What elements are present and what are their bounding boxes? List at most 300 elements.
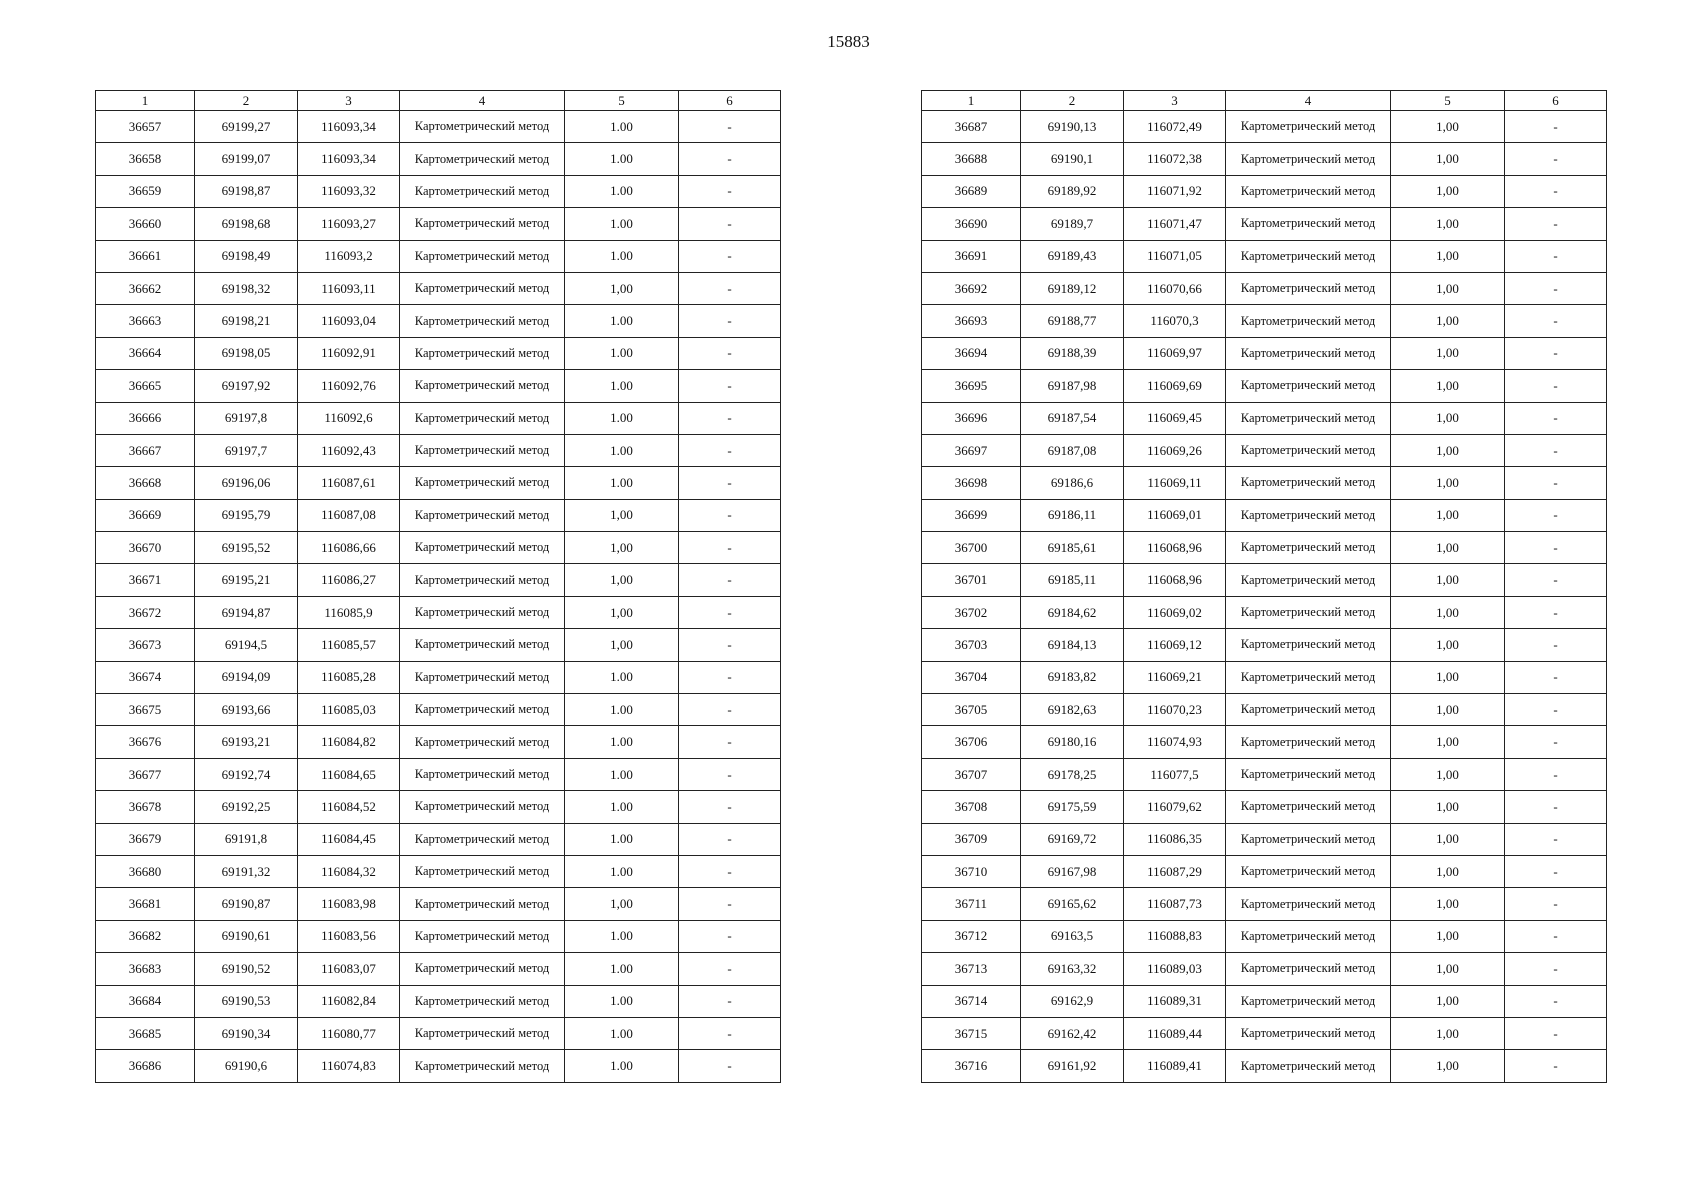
note-cell: - <box>679 272 781 304</box>
point-number-cell: 36657 <box>96 111 195 143</box>
x-coordinate-cell: 69165,62 <box>1021 888 1124 920</box>
note-cell: - <box>679 791 781 823</box>
point-number-cell: 36678 <box>96 791 195 823</box>
method-cell: Картометрический метод <box>1226 661 1391 693</box>
point-number-cell: 36677 <box>96 758 195 790</box>
y-coordinate-cell: 116069,01 <box>1124 499 1226 531</box>
y-coordinate-cell: 116069,26 <box>1124 434 1226 466</box>
accuracy-cell: 1,00 <box>565 499 679 531</box>
accuracy-cell: 1,00 <box>1391 337 1505 369</box>
y-coordinate-cell: 116087,73 <box>1124 888 1226 920</box>
table-row <box>922 175 1607 207</box>
accuracy-cell: 1,00 <box>1391 823 1505 855</box>
note-cell: - <box>1505 596 1607 628</box>
table-row <box>922 855 1607 887</box>
method-cell: Картометрический метод <box>400 823 565 855</box>
point-number-cell: 36695 <box>922 370 1021 402</box>
y-coordinate-cell: 116084,52 <box>298 791 400 823</box>
note-cell: - <box>1505 953 1607 985</box>
y-coordinate-cell: 116074,93 <box>1124 726 1226 758</box>
point-number-cell: 36666 <box>96 402 195 434</box>
accuracy-cell: 1,00 <box>1391 629 1505 661</box>
y-coordinate-cell: 116089,03 <box>1124 953 1226 985</box>
table-row <box>96 596 781 628</box>
method-cell: Картометрический метод <box>400 499 565 531</box>
accuracy-cell: 1,00 <box>565 629 679 661</box>
point-number-cell: 36676 <box>96 726 195 758</box>
point-number-cell: 36707 <box>922 758 1021 790</box>
method-cell: Картометрический метод <box>1226 272 1391 304</box>
accuracy-cell: 1,00 <box>1391 402 1505 434</box>
y-coordinate-cell: 116086,35 <box>1124 823 1226 855</box>
y-coordinate-cell: 116093,11 <box>298 272 400 304</box>
y-coordinate-cell: 116087,29 <box>1124 855 1226 887</box>
point-number-cell: 36664 <box>96 337 195 369</box>
note-cell: - <box>1505 855 1607 887</box>
table-row <box>922 661 1607 693</box>
table-row <box>922 434 1607 466</box>
point-number-cell: 36684 <box>96 985 195 1017</box>
point-number-cell: 36696 <box>922 402 1021 434</box>
table-row <box>922 532 1607 564</box>
header-col-5: 5 <box>1391 91 1505 111</box>
x-coordinate-cell: 69198,32 <box>195 272 298 304</box>
x-coordinate-cell: 69199,27 <box>195 111 298 143</box>
x-coordinate-cell: 69190,61 <box>195 920 298 952</box>
point-number-cell: 36697 <box>922 434 1021 466</box>
point-number-cell: 36689 <box>922 175 1021 207</box>
method-cell: Картометрический метод <box>1226 111 1391 143</box>
method-cell: Картометрический метод <box>400 337 565 369</box>
table-row <box>96 240 781 272</box>
method-cell: Картометрический метод <box>1226 564 1391 596</box>
x-coordinate-cell: 69190,87 <box>195 888 298 920</box>
note-cell: - <box>679 1050 781 1082</box>
point-number-cell: 36671 <box>96 564 195 596</box>
header-col-6: 6 <box>679 91 781 111</box>
y-coordinate-cell: 116069,45 <box>1124 402 1226 434</box>
header-col-4: 4 <box>1226 91 1391 111</box>
method-cell: Картометрический метод <box>400 532 565 564</box>
y-coordinate-cell: 116093,2 <box>298 240 400 272</box>
method-cell: Картометрический метод <box>1226 402 1391 434</box>
accuracy-cell: 1.00 <box>565 791 679 823</box>
accuracy-cell: 1.00 <box>565 337 679 369</box>
method-cell: Картометрический метод <box>400 694 565 726</box>
x-coordinate-cell: 69190,34 <box>195 1017 298 1049</box>
table-row <box>96 143 781 175</box>
x-coordinate-cell: 69178,25 <box>1021 758 1124 790</box>
note-cell: - <box>1505 240 1607 272</box>
note-cell: - <box>679 726 781 758</box>
accuracy-cell: 1.00 <box>565 823 679 855</box>
note-cell: - <box>679 467 781 499</box>
y-coordinate-cell: 116084,45 <box>298 823 400 855</box>
point-number-cell: 36713 <box>922 953 1021 985</box>
note-cell: - <box>679 564 781 596</box>
table-row <box>922 985 1607 1017</box>
y-coordinate-cell: 116086,66 <box>298 532 400 564</box>
x-coordinate-cell: 69194,5 <box>195 629 298 661</box>
note-cell: - <box>1505 532 1607 564</box>
point-number-cell: 36680 <box>96 855 195 887</box>
table-row <box>96 953 781 985</box>
table-row <box>922 953 1607 985</box>
method-cell: Картометрический метод <box>1226 726 1391 758</box>
method-cell: Картометрический метод <box>1226 1017 1391 1049</box>
note-cell: - <box>1505 661 1607 693</box>
table-row <box>96 791 781 823</box>
note-cell: - <box>679 596 781 628</box>
accuracy-cell: 1,00 <box>1391 532 1505 564</box>
table-row <box>96 370 781 402</box>
y-coordinate-cell: 116085,57 <box>298 629 400 661</box>
accuracy-cell: 1.00 <box>565 953 679 985</box>
y-coordinate-cell: 116077,5 <box>1124 758 1226 790</box>
point-number-cell: 36710 <box>922 855 1021 887</box>
note-cell: - <box>679 143 781 175</box>
method-cell: Картометрический метод <box>400 240 565 272</box>
note-cell: - <box>1505 823 1607 855</box>
point-number-cell: 36661 <box>96 240 195 272</box>
note-cell: - <box>1505 305 1607 337</box>
x-coordinate-cell: 69163,32 <box>1021 953 1124 985</box>
x-coordinate-cell: 69197,92 <box>195 370 298 402</box>
accuracy-cell: 1.00 <box>565 1050 679 1082</box>
point-number-cell: 36669 <box>96 499 195 531</box>
x-coordinate-cell: 69175,59 <box>1021 791 1124 823</box>
table-row <box>922 758 1607 790</box>
method-cell: Картометрический метод <box>1226 1050 1391 1082</box>
method-cell: Картометрический метод <box>1226 694 1391 726</box>
point-number-cell: 36690 <box>922 208 1021 240</box>
point-number-cell: 36665 <box>96 370 195 402</box>
accuracy-cell: 1.00 <box>565 208 679 240</box>
note-cell: - <box>1505 758 1607 790</box>
y-coordinate-cell: 116074,83 <box>298 1050 400 1082</box>
x-coordinate-cell: 69185,61 <box>1021 532 1124 564</box>
x-coordinate-cell: 69194,09 <box>195 661 298 693</box>
table-row <box>96 402 781 434</box>
x-coordinate-cell: 69196,06 <box>195 467 298 499</box>
y-coordinate-cell: 116092,6 <box>298 402 400 434</box>
y-coordinate-cell: 116069,21 <box>1124 661 1226 693</box>
method-cell: Картометрический метод <box>1226 208 1391 240</box>
accuracy-cell: 1.00 <box>565 370 679 402</box>
accuracy-cell: 1,00 <box>1391 888 1505 920</box>
note-cell: - <box>679 402 781 434</box>
table-row <box>922 888 1607 920</box>
accuracy-cell: 1,00 <box>1391 499 1505 531</box>
y-coordinate-cell: 116093,34 <box>298 143 400 175</box>
table-row <box>922 726 1607 758</box>
page-number: 15883 <box>827 32 870 51</box>
note-cell: - <box>1505 337 1607 369</box>
method-cell: Картометрический метод <box>1226 240 1391 272</box>
x-coordinate-cell: 69191,8 <box>195 823 298 855</box>
accuracy-cell: 1,00 <box>1391 694 1505 726</box>
table-row <box>96 629 781 661</box>
note-cell: - <box>1505 434 1607 466</box>
point-number-cell: 36699 <box>922 499 1021 531</box>
x-coordinate-cell: 69190,1 <box>1021 143 1124 175</box>
y-coordinate-cell: 116069,11 <box>1124 467 1226 499</box>
point-number-cell: 36659 <box>96 175 195 207</box>
note-cell: - <box>1505 499 1607 531</box>
accuracy-cell: 1.00 <box>565 661 679 693</box>
x-coordinate-cell: 69180,16 <box>1021 726 1124 758</box>
note-cell: - <box>679 823 781 855</box>
note-cell: - <box>679 499 781 531</box>
accuracy-cell: 1,00 <box>1391 111 1505 143</box>
y-coordinate-cell: 116068,96 <box>1124 532 1226 564</box>
method-cell: Картометрический метод <box>400 1017 565 1049</box>
y-coordinate-cell: 116083,98 <box>298 888 400 920</box>
note-cell: - <box>1505 111 1607 143</box>
y-coordinate-cell: 116085,28 <box>298 661 400 693</box>
point-number-cell: 36704 <box>922 661 1021 693</box>
x-coordinate-cell: 69187,98 <box>1021 370 1124 402</box>
note-cell: - <box>1505 402 1607 434</box>
x-coordinate-cell: 69199,07 <box>195 143 298 175</box>
x-coordinate-cell: 69190,52 <box>195 953 298 985</box>
accuracy-cell: 1.00 <box>565 726 679 758</box>
y-coordinate-cell: 116092,76 <box>298 370 400 402</box>
accuracy-cell: 1.00 <box>565 240 679 272</box>
y-coordinate-cell: 116071,47 <box>1124 208 1226 240</box>
point-number-cell: 36715 <box>922 1017 1021 1049</box>
table-row <box>922 629 1607 661</box>
point-number-cell: 36691 <box>922 240 1021 272</box>
y-coordinate-cell: 116093,32 <box>298 175 400 207</box>
method-cell: Картометрический метод <box>1226 305 1391 337</box>
x-coordinate-cell: 69190,13 <box>1021 111 1124 143</box>
point-number-cell: 36698 <box>922 467 1021 499</box>
x-coordinate-cell: 69197,7 <box>195 434 298 466</box>
y-coordinate-cell: 116089,44 <box>1124 1017 1226 1049</box>
x-coordinate-cell: 69189,92 <box>1021 175 1124 207</box>
method-cell: Картометрический метод <box>400 370 565 402</box>
x-coordinate-cell: 69194,87 <box>195 596 298 628</box>
note-cell: - <box>1505 175 1607 207</box>
accuracy-cell: 1,00 <box>1391 758 1505 790</box>
table-row <box>96 337 781 369</box>
accuracy-cell: 1.00 <box>565 694 679 726</box>
x-coordinate-cell: 69163,5 <box>1021 920 1124 952</box>
method-cell: Картометрический метод <box>1226 953 1391 985</box>
point-number-cell: 36685 <box>96 1017 195 1049</box>
y-coordinate-cell: 116072,49 <box>1124 111 1226 143</box>
table-row <box>96 175 781 207</box>
accuracy-cell: 1.00 <box>565 758 679 790</box>
x-coordinate-cell: 69169,72 <box>1021 823 1124 855</box>
point-number-cell: 36670 <box>96 532 195 564</box>
accuracy-cell: 1,00 <box>1391 240 1505 272</box>
point-number-cell: 36703 <box>922 629 1021 661</box>
x-coordinate-cell: 69182,63 <box>1021 694 1124 726</box>
method-cell: Картометрический метод <box>1226 596 1391 628</box>
note-cell: - <box>1505 694 1607 726</box>
x-coordinate-cell: 69192,25 <box>195 791 298 823</box>
table-row <box>96 532 781 564</box>
note-cell: - <box>1505 370 1607 402</box>
x-coordinate-cell: 69198,68 <box>195 208 298 240</box>
header-col-3: 3 <box>298 91 400 111</box>
accuracy-cell: 1,00 <box>1391 920 1505 952</box>
accuracy-cell: 1.00 <box>565 985 679 1017</box>
method-cell: Картометрический метод <box>400 888 565 920</box>
table-row <box>922 1050 1607 1082</box>
point-number-cell: 36712 <box>922 920 1021 952</box>
table-row <box>96 694 781 726</box>
point-number-cell: 36708 <box>922 791 1021 823</box>
y-coordinate-cell: 116084,82 <box>298 726 400 758</box>
x-coordinate-cell: 69192,74 <box>195 758 298 790</box>
note-cell: - <box>1505 726 1607 758</box>
x-coordinate-cell: 69184,13 <box>1021 629 1124 661</box>
method-cell: Картометрический метод <box>1226 758 1391 790</box>
note-cell: - <box>1505 564 1607 596</box>
point-number-cell: 36687 <box>922 111 1021 143</box>
method-cell: Картометрический метод <box>400 953 565 985</box>
accuracy-cell: 1,00 <box>1391 596 1505 628</box>
right-coordinates-table <box>921 90 1607 1083</box>
table-row <box>922 111 1607 143</box>
table-row <box>922 240 1607 272</box>
header-row <box>96 91 781 111</box>
point-number-cell: 36701 <box>922 564 1021 596</box>
point-number-cell: 36675 <box>96 694 195 726</box>
table-row <box>922 564 1607 596</box>
method-cell: Картометрический метод <box>1226 337 1391 369</box>
header-col-2: 2 <box>1021 91 1124 111</box>
table-row <box>96 499 781 531</box>
y-coordinate-cell: 116083,07 <box>298 953 400 985</box>
method-cell: Картометрический метод <box>400 208 565 240</box>
method-cell: Картометрический метод <box>400 661 565 693</box>
note-cell: - <box>1505 888 1607 920</box>
table-row <box>922 143 1607 175</box>
method-cell: Картометрический метод <box>400 920 565 952</box>
y-coordinate-cell: 116072,38 <box>1124 143 1226 175</box>
method-cell: Картометрический метод <box>1226 920 1391 952</box>
x-coordinate-cell: 69189,12 <box>1021 272 1124 304</box>
accuracy-cell: 1,00 <box>565 596 679 628</box>
table-row <box>922 694 1607 726</box>
note-cell: - <box>1505 1050 1607 1082</box>
table-row <box>96 564 781 596</box>
accuracy-cell: 1,00 <box>1391 175 1505 207</box>
note-cell: - <box>679 1017 781 1049</box>
table-row <box>96 1050 781 1082</box>
method-cell: Картометрический метод <box>400 272 565 304</box>
x-coordinate-cell: 69197,8 <box>195 402 298 434</box>
y-coordinate-cell: 116087,08 <box>298 499 400 531</box>
note-cell: - <box>679 888 781 920</box>
point-number-cell: 36686 <box>96 1050 195 1082</box>
method-cell: Картометрический метод <box>400 985 565 1017</box>
method-cell: Картометрический метод <box>1226 791 1391 823</box>
y-coordinate-cell: 116093,27 <box>298 208 400 240</box>
table-row <box>96 888 781 920</box>
note-cell: - <box>1505 920 1607 952</box>
y-coordinate-cell: 116089,31 <box>1124 985 1226 1017</box>
note-cell: - <box>679 694 781 726</box>
method-cell: Картометрический метод <box>400 467 565 499</box>
header-col-1: 1 <box>922 91 1021 111</box>
point-number-cell: 36682 <box>96 920 195 952</box>
x-coordinate-cell: 69198,87 <box>195 175 298 207</box>
note-cell: - <box>679 532 781 564</box>
method-cell: Картометрический метод <box>1226 143 1391 175</box>
y-coordinate-cell: 116084,32 <box>298 855 400 887</box>
x-coordinate-cell: 69195,21 <box>195 564 298 596</box>
note-cell: - <box>1505 629 1607 661</box>
x-coordinate-cell: 69162,9 <box>1021 985 1124 1017</box>
note-cell: - <box>679 953 781 985</box>
point-number-cell: 36711 <box>922 888 1021 920</box>
method-cell: Картометрический метод <box>400 855 565 887</box>
accuracy-cell: 1,00 <box>1391 564 1505 596</box>
point-number-cell: 36694 <box>922 337 1021 369</box>
note-cell: - <box>679 240 781 272</box>
table-row <box>96 272 781 304</box>
note-cell: - <box>1505 985 1607 1017</box>
point-number-cell: 36702 <box>922 596 1021 628</box>
x-coordinate-cell: 69186,11 <box>1021 499 1124 531</box>
point-number-cell: 36673 <box>96 629 195 661</box>
accuracy-cell: 1.00 <box>565 143 679 175</box>
x-coordinate-cell: 69198,21 <box>195 305 298 337</box>
y-coordinate-cell: 116085,03 <box>298 694 400 726</box>
x-coordinate-cell: 69186,6 <box>1021 467 1124 499</box>
method-cell: Картометрический метод <box>1226 823 1391 855</box>
table-row <box>922 370 1607 402</box>
table-row <box>922 596 1607 628</box>
table-row <box>96 920 781 952</box>
note-cell: - <box>679 758 781 790</box>
note-cell: - <box>1505 1017 1607 1049</box>
note-cell: - <box>679 111 781 143</box>
table-row <box>922 499 1607 531</box>
x-coordinate-cell: 69185,11 <box>1021 564 1124 596</box>
table-row <box>922 1017 1607 1049</box>
table-row <box>96 434 781 466</box>
method-cell: Картометрический метод <box>1226 855 1391 887</box>
point-number-cell: 36662 <box>96 272 195 304</box>
x-coordinate-cell: 69195,79 <box>195 499 298 531</box>
method-cell: Картометрический метод <box>1226 370 1391 402</box>
accuracy-cell: 1.00 <box>565 434 679 466</box>
y-coordinate-cell: 116079,62 <box>1124 791 1226 823</box>
accuracy-cell: 1,00 <box>1391 661 1505 693</box>
point-number-cell: 36683 <box>96 953 195 985</box>
header-col-1: 1 <box>96 91 195 111</box>
note-cell: - <box>679 434 781 466</box>
note-cell: - <box>679 208 781 240</box>
table-row <box>96 467 781 499</box>
note-cell: - <box>679 661 781 693</box>
x-coordinate-cell: 69198,49 <box>195 240 298 272</box>
method-cell: Картометрический метод <box>400 791 565 823</box>
accuracy-cell: 1,00 <box>1391 985 1505 1017</box>
method-cell: Картометрический метод <box>400 111 565 143</box>
x-coordinate-cell: 69167,98 <box>1021 855 1124 887</box>
x-coordinate-cell: 69193,21 <box>195 726 298 758</box>
note-cell: - <box>679 855 781 887</box>
table-row <box>922 402 1607 434</box>
accuracy-cell: 1.00 <box>565 111 679 143</box>
